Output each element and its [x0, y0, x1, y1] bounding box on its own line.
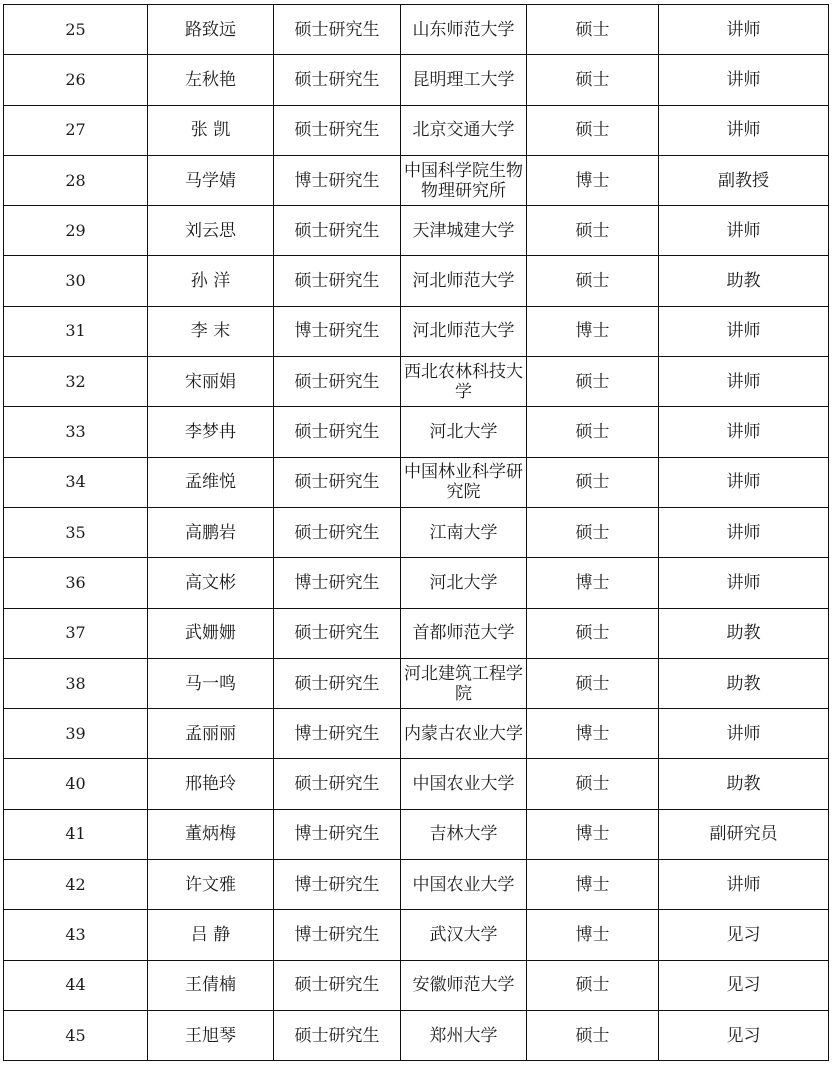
name-cell: 左秋艳 [148, 55, 274, 105]
education-cell: 硕士研究生 [274, 457, 401, 507]
school-cell: 安徽师范大学 [401, 960, 527, 1010]
staff-table-body [4, 5, 829, 1061]
education-cell: 硕士研究生 [274, 55, 401, 105]
name-cell: 张 凯 [148, 105, 274, 155]
education-cell: 硕士研究生 [274, 759, 401, 809]
name-cell: 马学婧 [148, 155, 274, 205]
table-row [4, 658, 829, 708]
name-cell: 董炳梅 [148, 809, 274, 859]
row-number: 35 [4, 507, 148, 557]
row-number: 43 [4, 910, 148, 960]
table-row [4, 558, 829, 608]
school-cell: 吉林大学 [401, 809, 527, 859]
degree-cell: 硕士 [527, 507, 659, 557]
education-cell: 博士研究生 [274, 306, 401, 356]
degree-cell: 硕士 [527, 457, 659, 507]
school-cell: 中国农业大学 [401, 860, 527, 910]
education-cell: 硕士研究生 [274, 407, 401, 457]
row-number: 33 [4, 407, 148, 457]
row-number: 28 [4, 155, 148, 205]
title-cell: 助教 [659, 256, 829, 306]
school-cell: 昆明理工大学 [401, 55, 527, 105]
table-row [4, 910, 829, 960]
name-cell: 刘云思 [148, 206, 274, 256]
name-cell: 孟维悦 [148, 457, 274, 507]
table-row [4, 608, 829, 658]
title-cell: 讲师 [659, 105, 829, 155]
title-cell: 助教 [659, 608, 829, 658]
table-row [4, 306, 829, 356]
row-number: 45 [4, 1010, 148, 1060]
degree-cell: 博士 [527, 860, 659, 910]
education-cell: 硕士研究生 [274, 1010, 401, 1060]
name-cell: 高鹏岩 [148, 507, 274, 557]
table-row [4, 860, 829, 910]
table-row [4, 155, 829, 205]
degree-cell: 硕士 [527, 55, 659, 105]
table-row [4, 759, 829, 809]
row-number: 38 [4, 658, 148, 708]
degree-cell: 硕士 [527, 608, 659, 658]
row-number: 25 [4, 5, 148, 55]
title-cell: 讲师 [659, 507, 829, 557]
row-number: 30 [4, 256, 148, 306]
degree-cell: 博士 [527, 809, 659, 859]
name-cell: 李 末 [148, 306, 274, 356]
name-cell: 吕 静 [148, 910, 274, 960]
table-row [4, 357, 829, 407]
education-cell: 硕士研究生 [274, 507, 401, 557]
school-cell: 天津城建大学 [401, 206, 527, 256]
row-number: 37 [4, 608, 148, 658]
degree-cell: 硕士 [527, 759, 659, 809]
degree-cell: 硕士 [527, 105, 659, 155]
table-row [4, 507, 829, 557]
table-row [4, 105, 829, 155]
table-row [4, 256, 829, 306]
table-row [4, 709, 829, 759]
education-cell: 硕士研究生 [274, 960, 401, 1010]
staff-table [3, 4, 829, 1061]
title-cell: 讲师 [659, 709, 829, 759]
degree-cell: 硕士 [527, 5, 659, 55]
table-row [4, 457, 829, 507]
degree-cell: 硕士 [527, 1010, 659, 1060]
education-cell: 硕士研究生 [274, 608, 401, 658]
row-number: 34 [4, 457, 148, 507]
education-cell: 硕士研究生 [274, 256, 401, 306]
title-cell: 讲师 [659, 558, 829, 608]
title-cell: 见习 [659, 960, 829, 1010]
degree-cell: 硕士 [527, 960, 659, 1010]
school-cell: 中国林业科学研究院 [401, 457, 527, 507]
school-cell: 北京交通大学 [401, 105, 527, 155]
title-cell: 讲师 [659, 860, 829, 910]
education-cell: 硕士研究生 [274, 658, 401, 708]
name-cell: 许文雅 [148, 860, 274, 910]
school-cell: 河北师范大学 [401, 306, 527, 356]
school-cell: 河北师范大学 [401, 256, 527, 306]
name-cell: 路致远 [148, 5, 274, 55]
education-cell: 硕士研究生 [274, 5, 401, 55]
table-row [4, 407, 829, 457]
name-cell: 王旭琴 [148, 1010, 274, 1060]
title-cell: 讲师 [659, 407, 829, 457]
education-cell: 博士研究生 [274, 809, 401, 859]
title-cell: 助教 [659, 759, 829, 809]
row-number: 31 [4, 306, 148, 356]
title-cell: 讲师 [659, 55, 829, 105]
education-cell: 硕士研究生 [274, 357, 401, 407]
school-cell: 内蒙古农业大学 [401, 709, 527, 759]
name-cell: 邢艳玲 [148, 759, 274, 809]
school-cell: 河北大学 [401, 558, 527, 608]
title-cell: 讲师 [659, 306, 829, 356]
degree-cell: 硕士 [527, 206, 659, 256]
row-number: 40 [4, 759, 148, 809]
title-cell: 讲师 [659, 5, 829, 55]
degree-cell: 硕士 [527, 658, 659, 708]
table-row [4, 5, 829, 55]
title-cell: 见习 [659, 910, 829, 960]
title-cell: 讲师 [659, 457, 829, 507]
table-row [4, 809, 829, 859]
title-cell: 见习 [659, 1010, 829, 1060]
education-cell: 博士研究生 [274, 860, 401, 910]
school-cell: 河北建筑工程学院 [401, 658, 527, 708]
row-number: 29 [4, 206, 148, 256]
school-cell: 江南大学 [401, 507, 527, 557]
degree-cell: 博士 [527, 910, 659, 960]
degree-cell: 博士 [527, 558, 659, 608]
education-cell: 博士研究生 [274, 155, 401, 205]
education-cell: 博士研究生 [274, 558, 401, 608]
title-cell: 讲师 [659, 206, 829, 256]
row-number: 39 [4, 709, 148, 759]
row-number: 27 [4, 105, 148, 155]
degree-cell: 博士 [527, 155, 659, 205]
name-cell: 武姗姗 [148, 608, 274, 658]
row-number: 26 [4, 55, 148, 105]
education-cell: 硕士研究生 [274, 206, 401, 256]
table-row [4, 960, 829, 1010]
school-cell: 西北农林科技大学 [401, 357, 527, 407]
degree-cell: 硕士 [527, 256, 659, 306]
row-number: 42 [4, 860, 148, 910]
education-cell: 博士研究生 [274, 910, 401, 960]
row-number: 41 [4, 809, 148, 859]
school-cell: 首都师范大学 [401, 608, 527, 658]
table-row [4, 55, 829, 105]
education-cell: 硕士研究生 [274, 105, 401, 155]
title-cell: 讲师 [659, 357, 829, 407]
name-cell: 孟丽丽 [148, 709, 274, 759]
name-cell: 李梦冉 [148, 407, 274, 457]
school-cell: 山东师范大学 [401, 5, 527, 55]
row-number: 44 [4, 960, 148, 1010]
table-row [4, 206, 829, 256]
row-number: 32 [4, 357, 148, 407]
title-cell: 副研究员 [659, 809, 829, 859]
title-cell: 助教 [659, 658, 829, 708]
degree-cell: 博士 [527, 306, 659, 356]
degree-cell: 博士 [527, 709, 659, 759]
education-cell: 博士研究生 [274, 709, 401, 759]
school-cell: 郑州大学 [401, 1010, 527, 1060]
school-cell: 中国科学院生物物理研究所 [401, 155, 527, 205]
title-cell: 副教授 [659, 155, 829, 205]
row-number: 36 [4, 558, 148, 608]
name-cell: 王倩楠 [148, 960, 274, 1010]
degree-cell: 硕士 [527, 407, 659, 457]
name-cell: 马一鸣 [148, 658, 274, 708]
degree-cell: 硕士 [527, 357, 659, 407]
school-cell: 中国农业大学 [401, 759, 527, 809]
table-row [4, 1010, 829, 1060]
school-cell: 武汉大学 [401, 910, 527, 960]
name-cell: 孙 洋 [148, 256, 274, 306]
name-cell: 宋丽娟 [148, 357, 274, 407]
name-cell: 高文彬 [148, 558, 274, 608]
school-cell: 河北大学 [401, 407, 527, 457]
